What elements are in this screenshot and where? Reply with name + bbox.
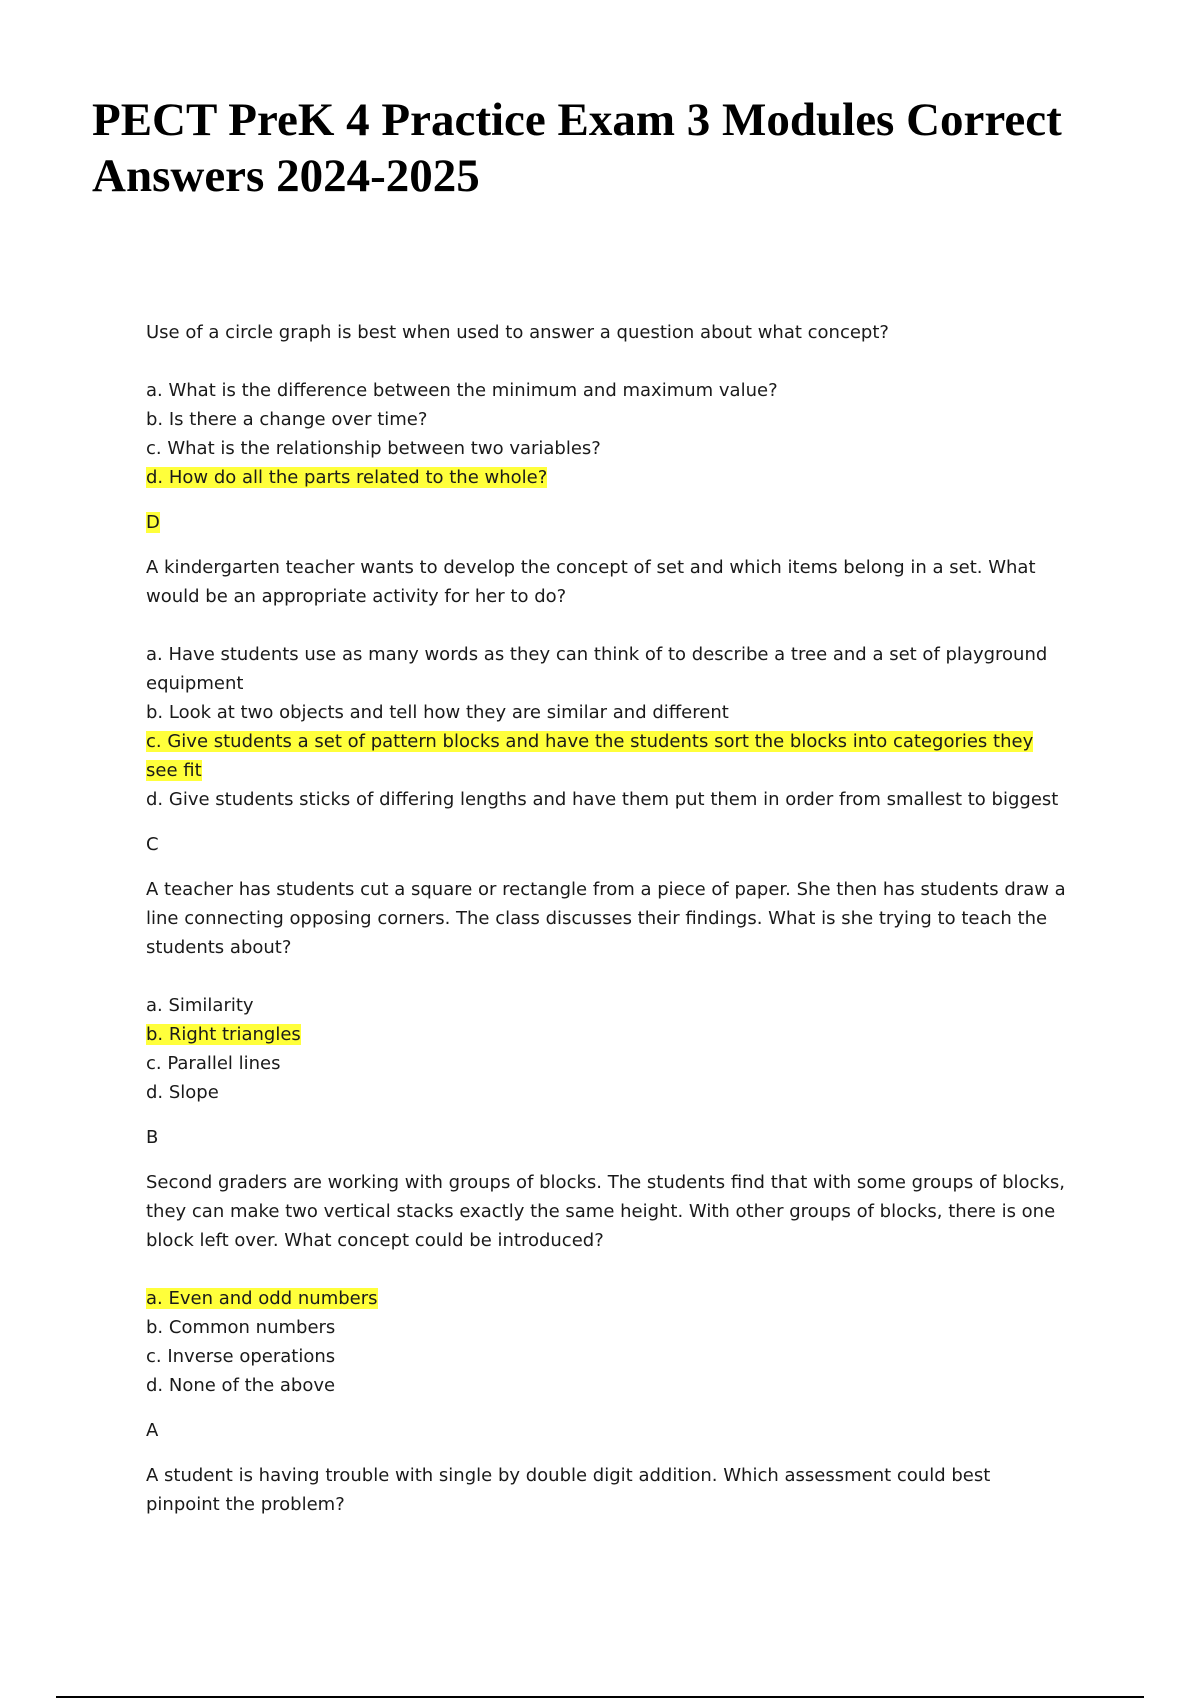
document-title: PECT PreK 4 Practice Exam 3 Modules Correct Answers 2024-2025 bbox=[92, 94, 1062, 202]
answer-options bbox=[146, 640, 1066, 814]
answer-option: d. Slope bbox=[146, 1082, 219, 1103]
answer-options bbox=[146, 1284, 1066, 1400]
answer-option: d. None of the above bbox=[146, 1375, 336, 1396]
answer-option: d. Give students sticks of differing lengths and have them put them in order from smallest to biggest bbox=[146, 789, 1059, 810]
question-text: Use of a circle graph is best when used to answer a question about what concept? bbox=[146, 322, 889, 343]
answer-key: D bbox=[146, 512, 160, 533]
answer-options bbox=[146, 376, 1066, 492]
question-block bbox=[146, 1461, 1066, 1519]
answer-option: b. Look at two objects and tell how they are similar and different bbox=[146, 702, 729, 723]
answer-option: b. Is there a change over time? bbox=[146, 409, 428, 430]
answer-option: a. What is the difference between the minimum and maximum value? bbox=[146, 380, 778, 401]
correct-option: d. How do all the parts related to the whole? bbox=[146, 467, 548, 488]
questions-list bbox=[146, 318, 1066, 1519]
answer-option: a. Similarity bbox=[146, 995, 254, 1016]
answer-option: c. Parallel lines bbox=[146, 1053, 281, 1074]
correct-option: a. Even and odd numbers bbox=[146, 1288, 378, 1309]
answer-option: c. What is the relationship between two variables? bbox=[146, 438, 601, 459]
question-block bbox=[146, 553, 1066, 859]
answer-key: C bbox=[146, 834, 159, 855]
answer-option: a. Have students use as many words as they can think of to describe a tree and a set of playground equipment bbox=[146, 644, 1048, 694]
answer-options bbox=[146, 991, 1066, 1107]
answer-option: c. Inverse operations bbox=[146, 1346, 336, 1367]
correct-option: c. Give students a set of pattern blocks and have the students sort the blocks into categories they see fit bbox=[146, 731, 1034, 781]
question-block bbox=[146, 875, 1066, 1152]
answer-key: B bbox=[146, 1127, 159, 1148]
question-block bbox=[146, 318, 1066, 537]
question-text: Second graders are working with groups of blocks. The students find that with some groups of blocks, they can make two vertical stacks exactly the same height. With other groups of blocks, there is one block left over. What concept could be introduced? bbox=[146, 1172, 1065, 1251]
question-block bbox=[146, 1168, 1066, 1445]
answer-option: b. Common numbers bbox=[146, 1317, 336, 1338]
question-text: A teacher has students cut a square or rectangle from a piece of paper. She then has students draw a line connecting opposing corners. The class discusses their findings. What is she trying to teach the students about? bbox=[146, 879, 1066, 958]
page-bottom-rule bbox=[56, 1696, 1144, 1698]
question-text: A kindergarten teacher wants to develop the concept of set and which items belong in a set. What would be an appropriate activity for her to do? bbox=[146, 557, 1036, 607]
question-text: A student is having trouble with single by double digit addition. Which assessment could best pinpoint the problem? bbox=[146, 1465, 991, 1515]
answer-key: A bbox=[146, 1420, 159, 1441]
correct-option: b. Right triangles bbox=[146, 1024, 301, 1045]
